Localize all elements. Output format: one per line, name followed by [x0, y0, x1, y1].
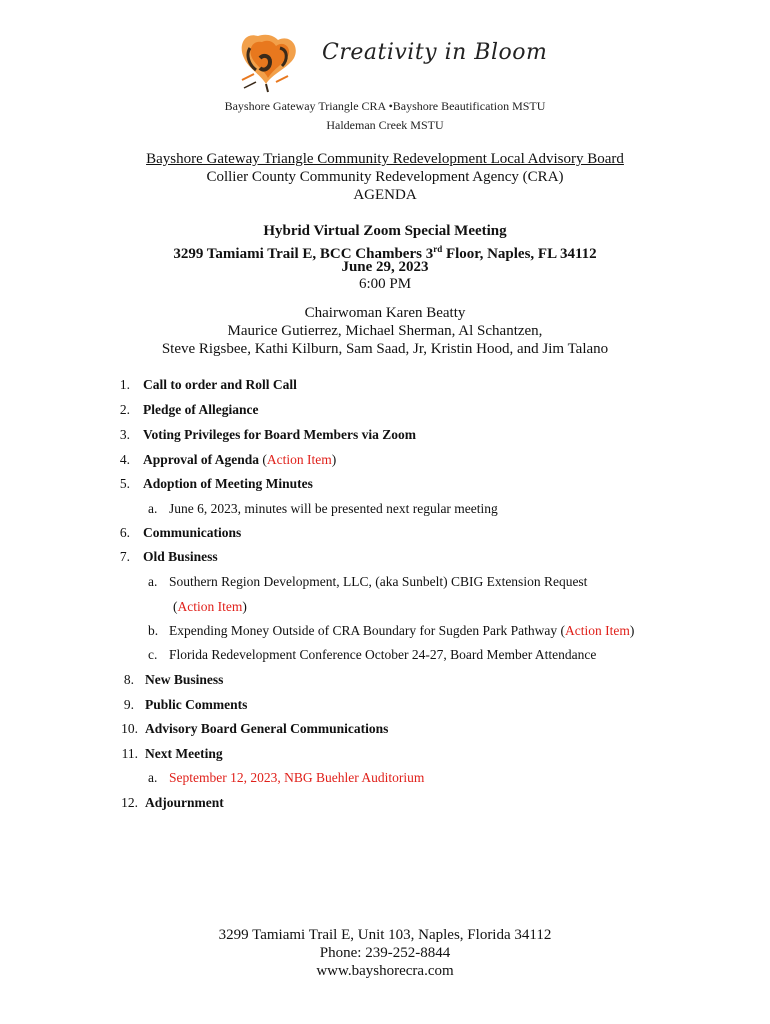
members-line-1: Maurice Gutierrez, Michael Sherman, Al Schantzen,: [227, 323, 543, 339]
chairwoman: Chairwoman Karen Beatty: [304, 305, 466, 321]
action-item-link: Action Item: [177, 599, 243, 614]
org-line-1: Bayshore Gateway Triangle CRA •Bayshore Beautification MSTU: [224, 99, 546, 113]
creativity-in-bloom-logo: [236, 28, 326, 94]
flower-heart-icon: [242, 35, 296, 92]
meeting-date: June 29, 2023: [341, 259, 429, 275]
action-item-link: Action Item: [266, 452, 332, 467]
meeting-time: 6:00 PM: [358, 276, 412, 292]
logo-tagline: Creativity in Bloom: [322, 40, 548, 65]
agency-name: Collier County Community Redevelopment Agency (CRA): [206, 169, 564, 185]
agenda-heading: AGENDA: [353, 187, 417, 203]
footer-address: 3299 Tamiami Trail E, Unit 103, Naples, Florida 34112: [218, 927, 552, 943]
members-line-2: Steve Rigsbee, Kathi Kilburn, Sam Saad, Jr, Kristin Hood, and Jim Talano: [161, 341, 609, 357]
org-line-2: Haldeman Creek MSTU: [326, 118, 444, 132]
action-item-link: Action Item: [564, 623, 630, 638]
footer-website[interactable]: www.bayshorecra.com: [316, 963, 454, 979]
board-title: Bayshore Gateway Triangle Community Redevelopment Local Advisory Board: [146, 151, 624, 167]
footer-phone: Phone: 239-252-8844: [319, 945, 451, 961]
meeting-type: Hybrid Virtual Zoom Special Meeting: [263, 223, 507, 239]
meeting-location: 3299 Tamiami Trail E, BCC Chambers 3rd Floor, Naples, FL 34112: [173, 244, 597, 262]
